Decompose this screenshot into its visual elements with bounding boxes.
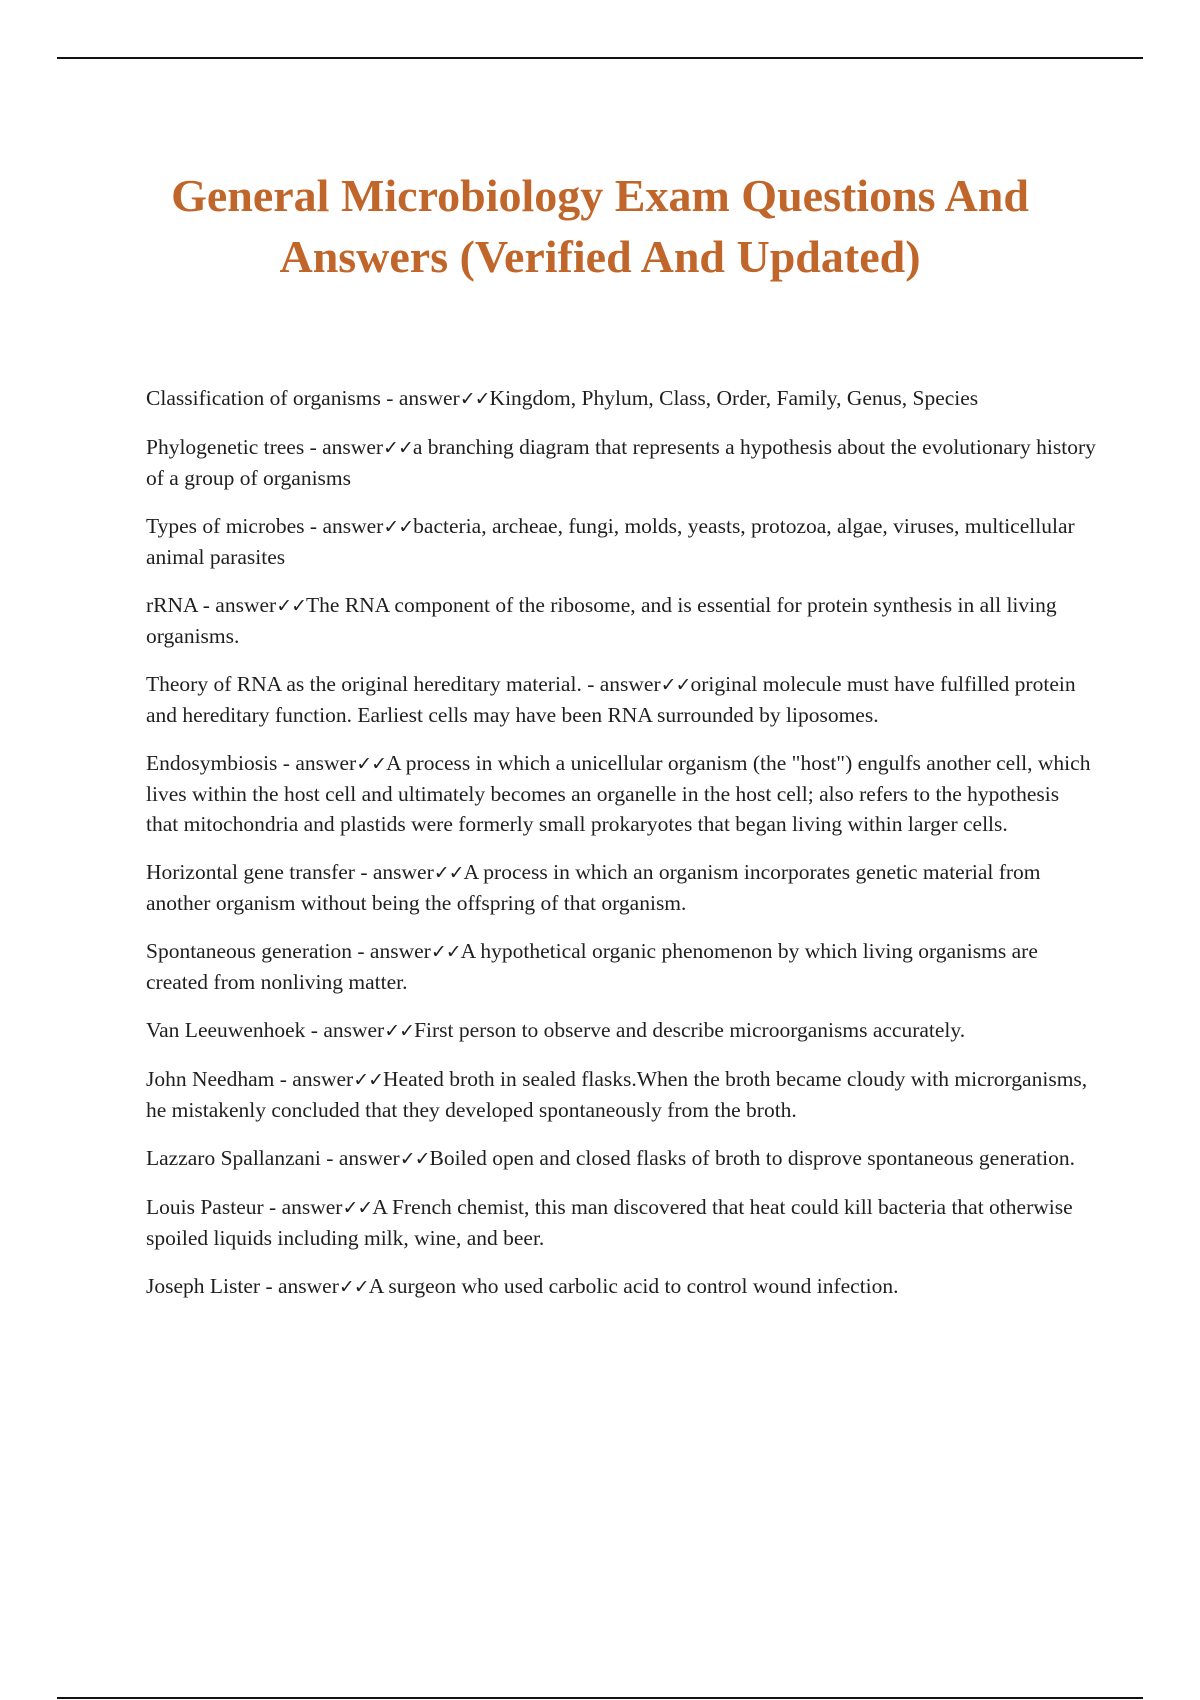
answer-label: answer xyxy=(292,1067,354,1091)
answer-label: answer xyxy=(295,751,357,775)
qa-term: Van Leeuwenhoek xyxy=(146,1018,306,1042)
qa-term: Spontaneous generation xyxy=(146,939,352,963)
qa-term: Lazzaro Spallanzani xyxy=(146,1146,321,1170)
check-icon: ✓✓ xyxy=(459,388,490,410)
answer-label: answer xyxy=(323,1018,385,1042)
answer-label: answer xyxy=(322,514,384,538)
check-icon: ✓✓ xyxy=(433,862,464,884)
bottom-rule xyxy=(57,1697,1143,1699)
qa-separator: - xyxy=(304,514,323,538)
qa-definition: A surgeon who used carbolic acid to control wound infection. xyxy=(368,1274,899,1298)
qa-item xyxy=(146,1015,1096,1046)
check-icon: ✓✓ xyxy=(384,1020,415,1042)
qa-definition: A process in which an organism incorporates genetic material from another organism without being the offspring of that organism. xyxy=(146,860,1041,915)
qa-term: Endosymbiosis xyxy=(146,751,278,775)
qa-term: Classification of organisms xyxy=(146,386,381,410)
qa-term: Phylogenetic trees xyxy=(146,435,305,459)
check-icon: ✓✓ xyxy=(430,941,461,963)
qa-definition: A French chemist, this man discovered that heat could kill bacteria that otherwise spoiled liquids including milk, wine, and beer. xyxy=(146,1195,1073,1250)
qa-separator: - xyxy=(352,939,370,963)
check-icon: ✓✓ xyxy=(399,1148,430,1170)
answer-label: answer xyxy=(215,593,277,617)
qa-item xyxy=(146,590,1096,651)
qa-term: Theory of RNA as the original hereditary material. xyxy=(146,672,582,696)
qa-list xyxy=(146,383,1096,1320)
qa-item xyxy=(146,432,1096,493)
qa-item xyxy=(146,1192,1096,1253)
answer-label: answer xyxy=(369,939,431,963)
qa-term: Horizontal gene transfer xyxy=(146,860,355,884)
qa-definition: The RNA component of the ribosome, and is essential for protein synthesis in all living organisms. xyxy=(146,593,1057,648)
check-icon: ✓✓ xyxy=(276,595,307,617)
qa-definition: original molecule must have fulfilled protein and hereditary function. Earliest cells may have been RNA surrounded by liposomes. xyxy=(146,672,1076,727)
check-icon: ✓✓ xyxy=(660,674,691,696)
qa-definition: bacteria, archeae, fungi, molds, yeasts, protozoa, algae, viruses, multicellular animal parasites xyxy=(146,514,1075,569)
qa-separator: - xyxy=(320,1146,339,1170)
qa-definition: First person to observe and describe microorganisms accurately. xyxy=(414,1018,966,1042)
answer-label: answer xyxy=(322,435,384,459)
top-rule xyxy=(57,57,1143,59)
qa-separator: - xyxy=(305,1018,324,1042)
qa-item xyxy=(146,1271,1096,1302)
answer-label: answer xyxy=(599,672,661,696)
document-title: General Microbiology Exam Questions And Answers (Verified And Updated) xyxy=(171,170,1029,282)
qa-separator: - xyxy=(197,593,216,617)
answer-label: answer xyxy=(398,386,460,410)
check-icon: ✓✓ xyxy=(342,1197,373,1219)
answer-label: answer xyxy=(372,860,434,884)
qa-definition: a branching diagram that represents a hypothesis about the evolutionary history of a group of organisms xyxy=(146,435,1096,490)
qa-term: rRNA xyxy=(146,593,198,617)
check-icon: ✓✓ xyxy=(383,516,414,538)
check-icon: ✓✓ xyxy=(383,437,413,459)
qa-separator: - xyxy=(304,435,323,459)
qa-definition: Heated broth in sealed flasks.When the broth became cloudy with microrganisms, he mistakenly concluded that they developed spontaneously from the broth. xyxy=(146,1067,1088,1122)
qa-item xyxy=(146,511,1096,572)
qa-item xyxy=(146,936,1096,997)
qa-term: John Needham xyxy=(146,1067,275,1091)
qa-separator: - xyxy=(263,1195,282,1219)
qa-term: Types of microbes xyxy=(146,514,305,538)
answer-label: answer xyxy=(281,1195,343,1219)
answer-label: answer xyxy=(277,1274,339,1298)
qa-item xyxy=(146,857,1096,918)
qa-term: Joseph Lister xyxy=(146,1274,261,1298)
qa-definition: Boiled open and closed flasks of broth to disprove spontaneous generation. xyxy=(429,1146,1076,1170)
qa-separator: - xyxy=(380,386,399,410)
qa-separator: - xyxy=(260,1274,278,1298)
qa-item xyxy=(146,748,1096,839)
qa-separator: - xyxy=(354,860,373,884)
qa-definition: A process in which a unicellular organism (the "host") engulfs another cell, which lives within the host cell and ultimately becomes an organelle in the host cell; also refers to the hypothesis that mitochondria and plastids were formerly small prokaryotes that began living within larger cells. xyxy=(146,751,1091,836)
qa-separator: - xyxy=(277,751,296,775)
qa-definition: Kingdom, Phylum, Class, Order, Family, Genus, Species xyxy=(489,386,979,410)
qa-item xyxy=(146,1143,1096,1174)
check-icon: ✓✓ xyxy=(338,1276,369,1298)
check-icon: ✓✓ xyxy=(356,753,387,775)
qa-item xyxy=(146,669,1096,730)
qa-separator: - xyxy=(274,1067,293,1091)
answer-label: answer xyxy=(338,1146,400,1170)
qa-term: Louis Pasteur xyxy=(146,1195,264,1219)
qa-item xyxy=(146,1064,1096,1125)
qa-separator: - xyxy=(581,672,600,696)
qa-item xyxy=(146,383,1096,414)
qa-definition: A hypothetical organic phenomenon by which living organisms are created from nonliving matter. xyxy=(146,939,1038,994)
check-icon: ✓✓ xyxy=(353,1069,384,1091)
